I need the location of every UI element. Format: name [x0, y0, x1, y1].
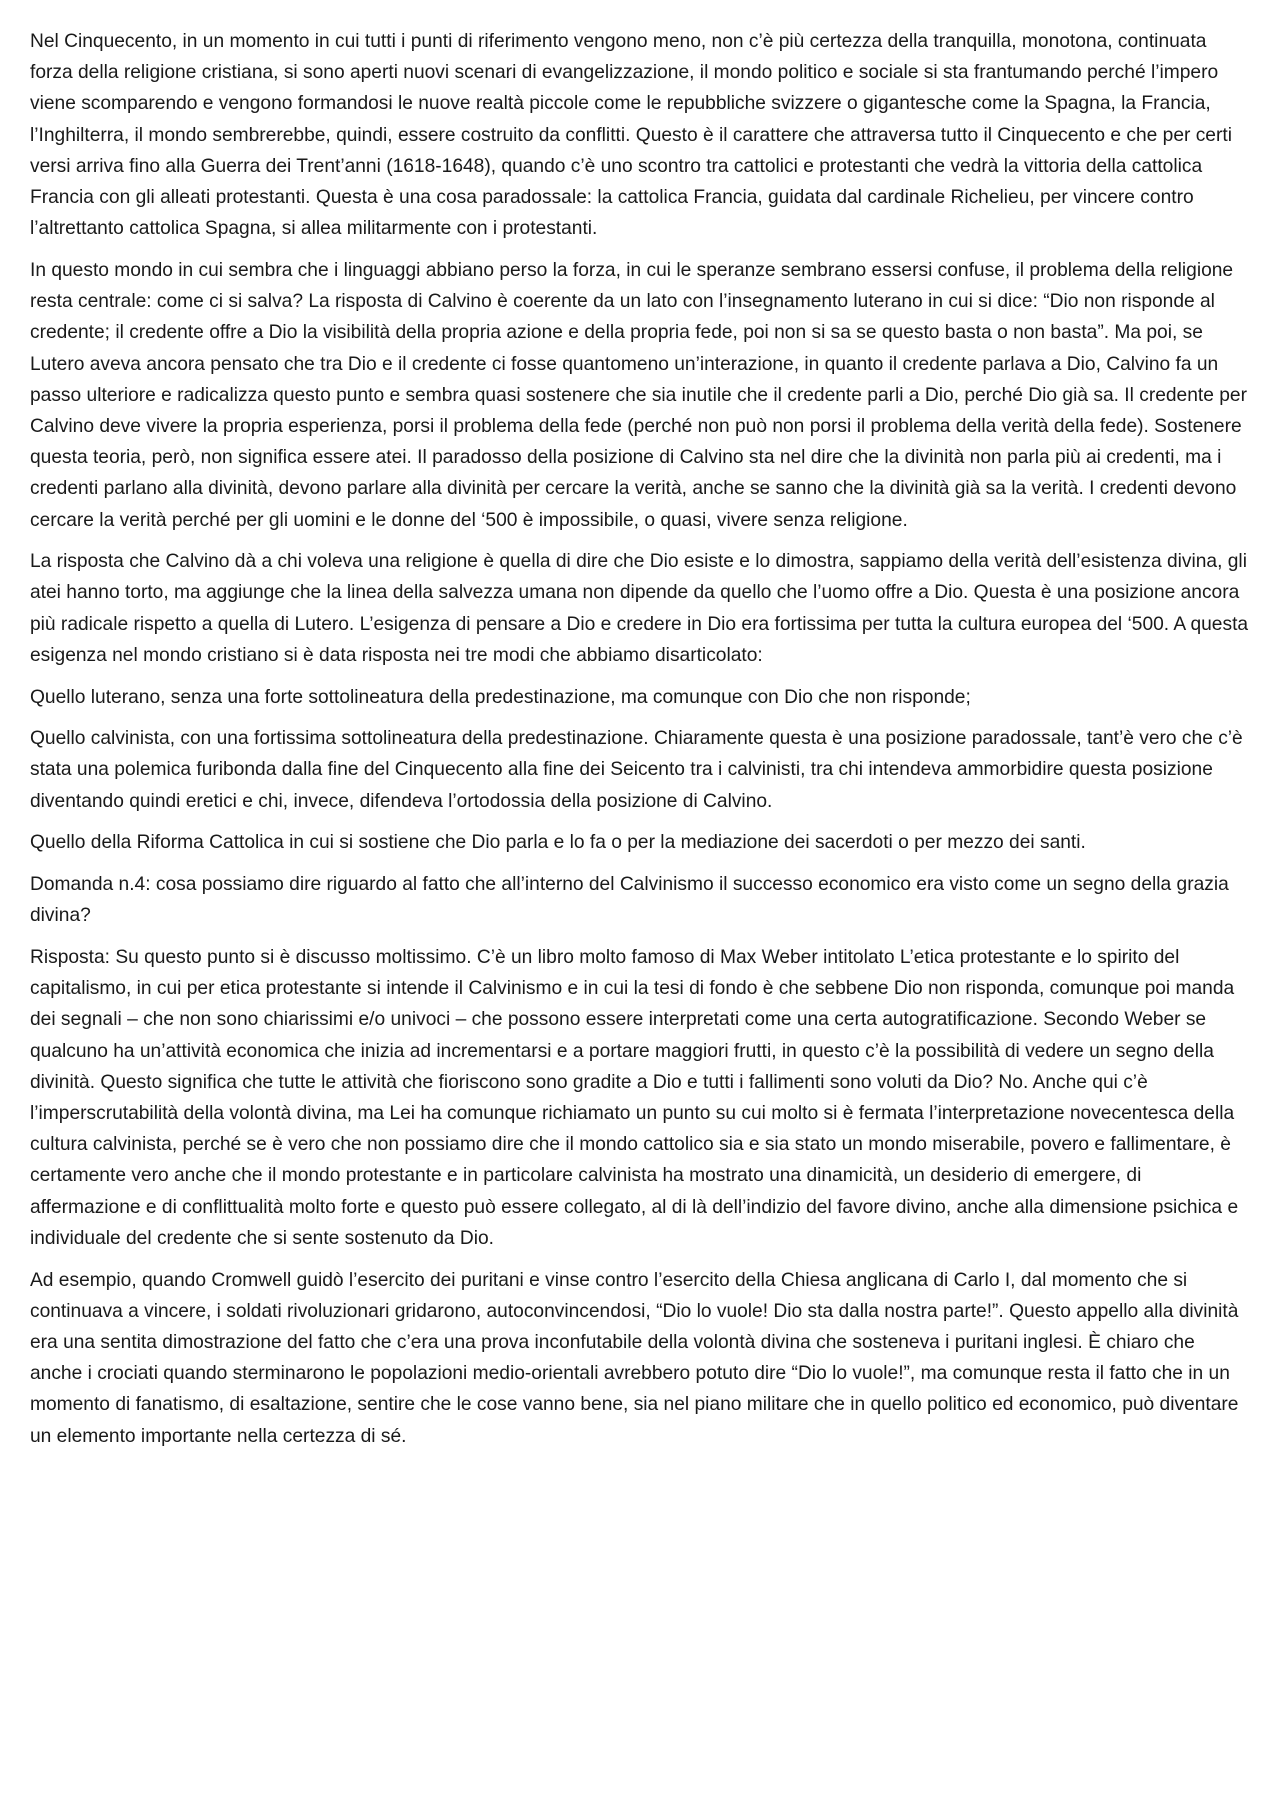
paragraph-calvino-risposta: In questo mondo in cui sembra che i linguaggi abbiano perso la forza, in cui le speranze sembrano essersi confuse, il problema della religione resta centrale: come ci si salva? La risposta di Calvino è coerente da un lato con l’insegnamento luterano in cui si dice: “Dio non risponde al credente; il credente offre a Dio la visibilità della propria azione e della propria fede, poi non si sa se questo basta o non basta”. Ma poi, se Lutero aveva ancora pensato che tra Dio e il credente ci fosse quantomeno un’interazione, in quanto il credente parlava a Dio, Calvino fa un passo ulteriore e radicalizza questo punto e sembra quasi sostenere che sia inutile che il credente parli a Dio, perché Dio già sa. Il credente per Calvino deve vivere la propria esperienza, porsi il problema della fede (perché non può non porsi il problema della verità della fede). Sostenere questa teoria, però, non significa essere atei. Il paradosso della posizione di Calvino sta nel dire che la divinità non parla più ai credenti, ma i credenti parlano alla divinità, devono parlare alla divinità per cercare la verità, anche se sanno che la divinità già sa la verità. I credenti devono cercare la verità perché per gli uomini e le donne del ‘500 è impossibile, o quasi, vivere senza religione.: [30, 259, 1247, 531]
list-item-calvinista: Quello calvinista, con una fortissima sottolineatura della predestinazione. Chiaramente questa è una posizione paradossale, tant’è vero che c’è stata una polemica furibonda dalla fine del Cinquecento alla fine dei Seicento tra i calvinisti, tra chi intendeva ammorbidire questa posizione diventando quindi eretici e chi, invece, difendeva l’ortodossia della posizione di Calvino.: [30, 728, 1243, 812]
paragraph-cromwell: Ad esempio, quando Cromwell guidò l’esercito dei puritani e vinse contro l’esercito della Chiesa anglicana di Carlo I, dal momento che si continuava a vincere, i soldati rivoluzionari gridarono, autoconvincendosi, “Dio lo vuole! Dio sta dalla nostra parte!”. Questo appello alla divinità era una sentita dimostrazione del fatto che c’era una prova inconfutabile della volontà divina che sosteneva i puritani inglesi. È chiaro che anche i crociati quando sterminarono le popolazioni medio-orientali avrebbero potuto dire “Dio lo vuole!”, ma comunque resta il fatto che in un momento di fanatismo, di esaltazione, sentire che le cose vanno bene, sia nel piano militare che in quello politico ed economico, può diventare un elemento importante nella certezza di sé.: [30, 1269, 1239, 1447]
paragraph-cinquecento: Nel Cinquecento, in un momento in cui tutti i punti di riferimento vengono meno, non c’è più certezza della tranquilla, monotona, continuata forza della religione cristiana, si sono aperti nuovi scenari di evangelizzazione, il mondo politico e sociale si sta frantumando perché l’impero viene scomparendo e vengono formandosi le nuove realtà piccole come le repubbliche svizzere o gigantesche come la Spagna, la Francia, l’Inghilterra, il mondo sembrerebbe, quindi, essere costruito da conflitti. Questo è il carattere che attraversa tutto il Cinquecento e che per certi versi arriva fino alla Guerra dei Trent’anni (1618-1648), quando c’è uno scontro tra cattolici e protestanti che vedrà la vittoria della cattolica Francia con gli alleati protestanti. Questa è una cosa paradossale: la cattolica Francia, guidata dal cardinale Richelieu, per vincere contro l’altrettanto cattolica Spagna, si allea militarmente con i protestanti.: [30, 31, 1232, 240]
question-4: Domanda n.4: cosa possiamo dire riguardo al fatto che all’interno del Calvinismo il successo economico era visto come un segno della grazia divina?: [30, 874, 1229, 927]
answer-4: Risposta: Su questo punto si è discusso moltissimo. C’è un libro molto famoso di Max Weber intitolato L’etica protestante e lo spirito del capitalismo, in cui per etica protestante si intende il Calvinismo e in cui la tesi di fondo è che sebbene Dio non risponda, comunque poi manda dei segnali – che non sono chiarissimi e/o univoci – che possono essere interpretati come una certa autogratificazione. Secondo Weber se qualcuno ha un’attività economica che inizia ad incrementarsi e a portare maggiori frutti, in questo c’è la possibilità di vedere un segno della divinità. Questo significa che tutte le attività che fioriscono sono gradite a Dio e tutti i fallimenti sono voluti da Dio? No. Anche qui c’è l’imperscrutabilità della volontà divina, ma Lei ha comunque richiamato un punto su cui molto si è fermata l’interpretazione novecentesca della cultura calvinista, perché se è vero che non possiamo dire che il mondo cattolico sia e sia stato un mondo miserabile, povero e fallimentare, è certamente vero anche che il mondo protestante e in particolare calvinista ha mostrato una dinamicità, un desiderio di emergere, di affermazione e di conflittualità molto forte e questo può essere collegato, al di là dell’indizio del favore divino, anche alla dimensione psichica e individuale del credente che si sente sostenuto da Dio.: [30, 946, 1239, 1249]
paragraph-tre-modi: La risposta che Calvino dà a chi voleva una religione è quella di dire che Dio esiste e lo dimostra, sappiamo della verità dell’esistenza divina, gli atei hanno torto, ma aggiunge che la linea della salvezza umana non dipende da quello che l’uomo offre a Dio. Questa è una posizione ancora più radicale rispetto a quella di Lutero. L’esigenza di pensare a Dio e credere in Dio era fortissima per tutta la cultura europea del ‘500. A questa esigenza nel mondo cristiano si è data risposta nei tre modi che abbiamo disarticolato:: [30, 551, 1249, 666]
list-item-luterano: Quello luterano, senza una forte sottolineatura della predestinazione, ma comunque con Dio che non risponde;: [30, 686, 971, 708]
list-item-riforma-cattolica: Quello della Riforma Cattolica in cui si sostiene che Dio parla e lo fa o per la mediazione dei sacerdoti o per mezzo dei santi.: [30, 832, 1086, 854]
